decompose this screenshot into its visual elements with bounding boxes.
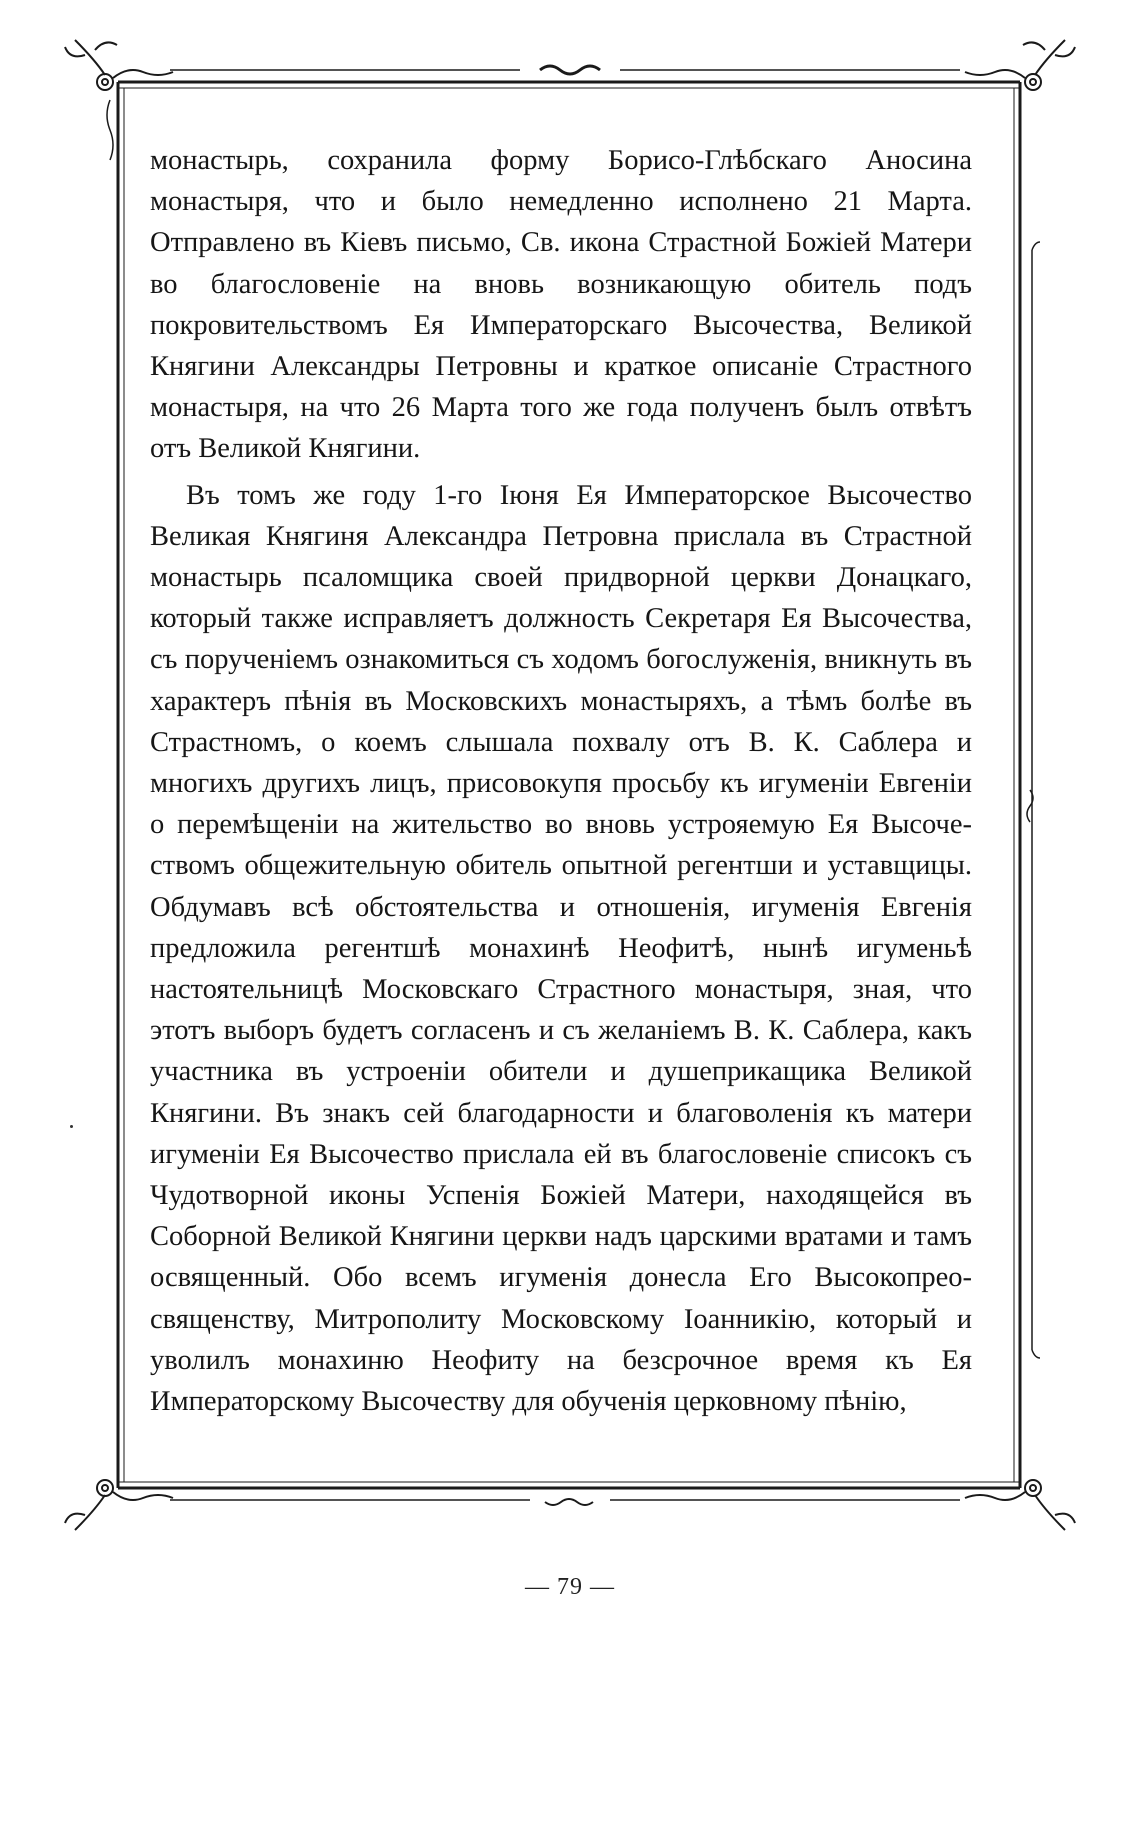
page-number: — 79 —: [525, 1574, 615, 1600]
top-center-ornament: [540, 66, 600, 74]
left-side-flourish: [107, 100, 113, 160]
right-outer-rule-cap-bottom: [1032, 1350, 1040, 1358]
bottom-center-ornament: [545, 1499, 593, 1505]
scan-speck: [70, 1125, 73, 1128]
right-outer-rule-cap-top: [1032, 242, 1040, 250]
body-text: [150, 140, 972, 1422]
paragraph-june: Въ томъ же году 1-го Іюня Ея Императорское Высочество Великая Княгиня Александра Петровна прислала въ Страстной монастырь псаломщика своей придворной церкви Донацкаго, который также исправляетъ должность Секретаря Ея Высочества, съ порученіемъ ознакомиться съ ходомъ богослуженія, вникнуть въ характеръ пѣнія въ Московскихъ монастыряхъ, а тѣмъ болѣе въ Страстномъ, о коемъ слышала похвалу отъ В. К. Саблера и многихъ другихъ лицъ, присовокупя просьбу къ игуменіи Евгеніи о перемѣщеніи на жительство во вновь устрояемую Ея Высочествомъ общежительную обитель опытной регентши и уставщицы. Обдумавъ всѣ обстоятельства и отношенія, игуменія Евгенія предложила регентшѣ монахинѣ Неофитѣ, нынѣ игуменьѣ настоятельницѣ Московскаго Страстного монастыря, зная, что этотъ выборъ будетъ согласенъ и съ желаніемъ В. К. Саблера, какъ участника въ устроеніи обители и душеприкащика Великой Княгини. Въ знакъ сей благодарности и благоволенія къ матери игуменіи Ея Высочество прислала ей въ благословеніе списокъ съ Чудотворной иконы Успенія Божіей Матери, находящейся въ Соборной Великой Княгини церкви надъ царскими вратами и тамъ освященный. Обо всемъ игуменія донесла Его Высокопреосвященству, Митрополиту Московскому Іоанникію, который и уволилъ монахиню Неофиту на безсрочное время къ Ея Императорскому Высочеству для обученія церковному пѣнію,: [150, 479, 972, 1418]
paragraph-continued: монастырь, сохранила форму Борисо-Глѣбскаго Аносина монастыря, что и было немедленно исполнено 21 Марта. Отправлено въ Кіевъ письмо, Св. икона Страстной Божіей Матери во благословеніе на вновь возникающую обитель подъ покровительствомъ Ея Императорскаго Высочества, Великой Княгини Александры Петровны и краткое описаніе Страстного монастыря, на что 26 Марта того же года полученъ былъ отвѣтъ отъ Великой Княгини.: [150, 145, 972, 465]
